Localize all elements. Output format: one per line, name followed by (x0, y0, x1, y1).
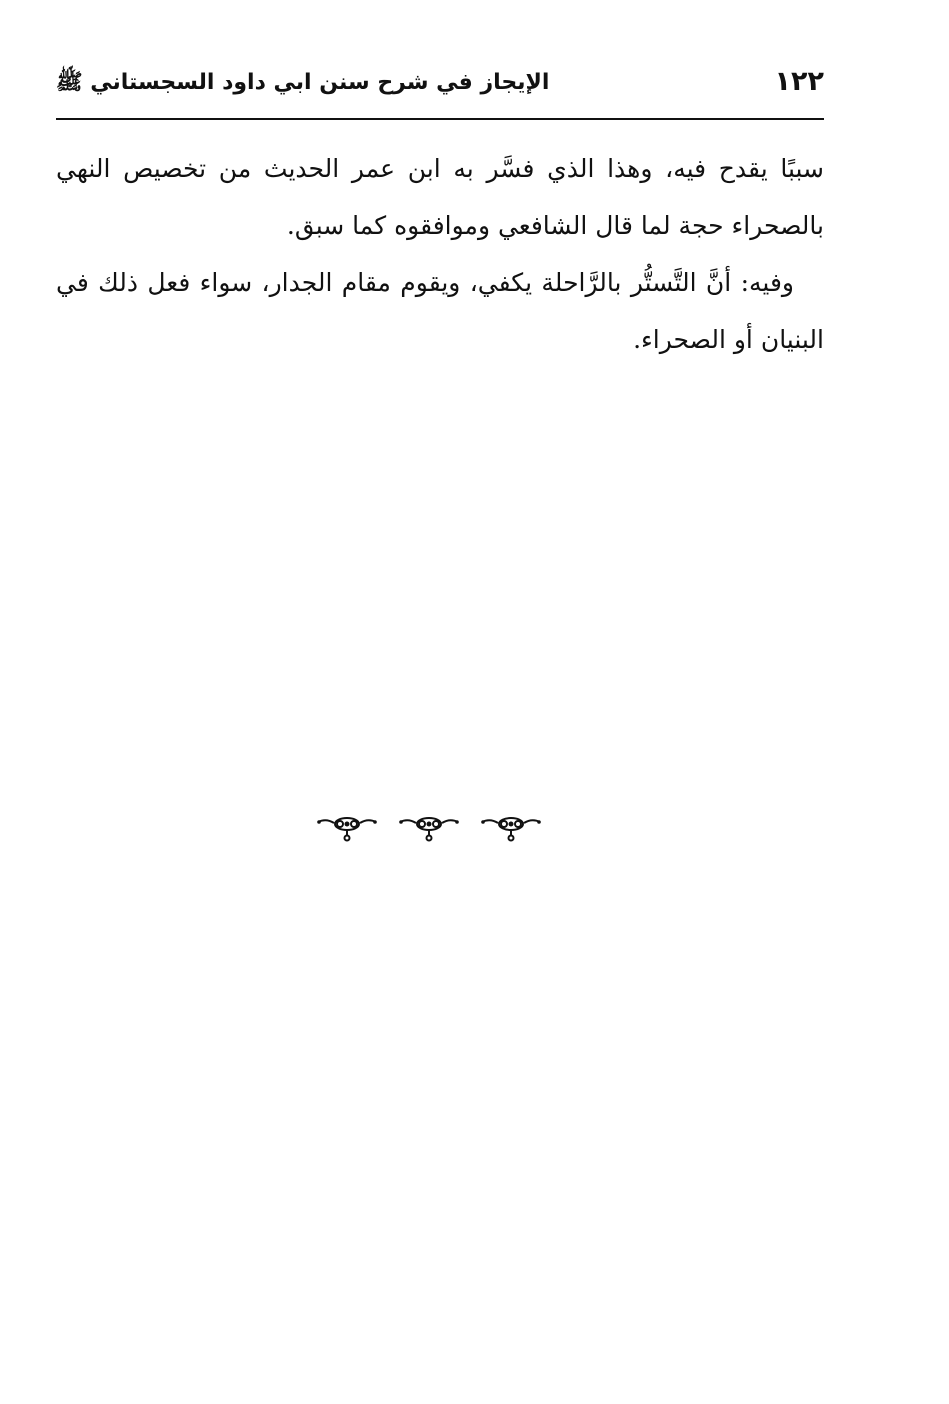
paragraph: وفيه: أنَّ التَّستُّر بالرَّاحلة يكفي، ويقوم مقام الجدار، سواء فعل ذلك في البنيان أو الصحراء. (56, 268, 824, 354)
main-text (56, 140, 824, 368)
page-number: ١٢٢ (774, 66, 824, 97)
floral-ornament-icon (398, 812, 460, 842)
page-header (56, 60, 824, 110)
running-title: الإيجاز في شرح سنن ابي داود السجستاني ﷺ (56, 70, 550, 95)
floral-ornament-icon (316, 812, 378, 842)
section-end-ornaments (316, 810, 542, 844)
header-divider (56, 118, 824, 120)
floral-ornament-icon (480, 812, 542, 842)
paragraph: سببًا يقدح فيه، وهذا الذي فسَّر به ابن عمر الحديث من تخصيص النهي بالصحراء حجة لما قال الشافعي وموافقوه كما سبق. (56, 154, 824, 240)
